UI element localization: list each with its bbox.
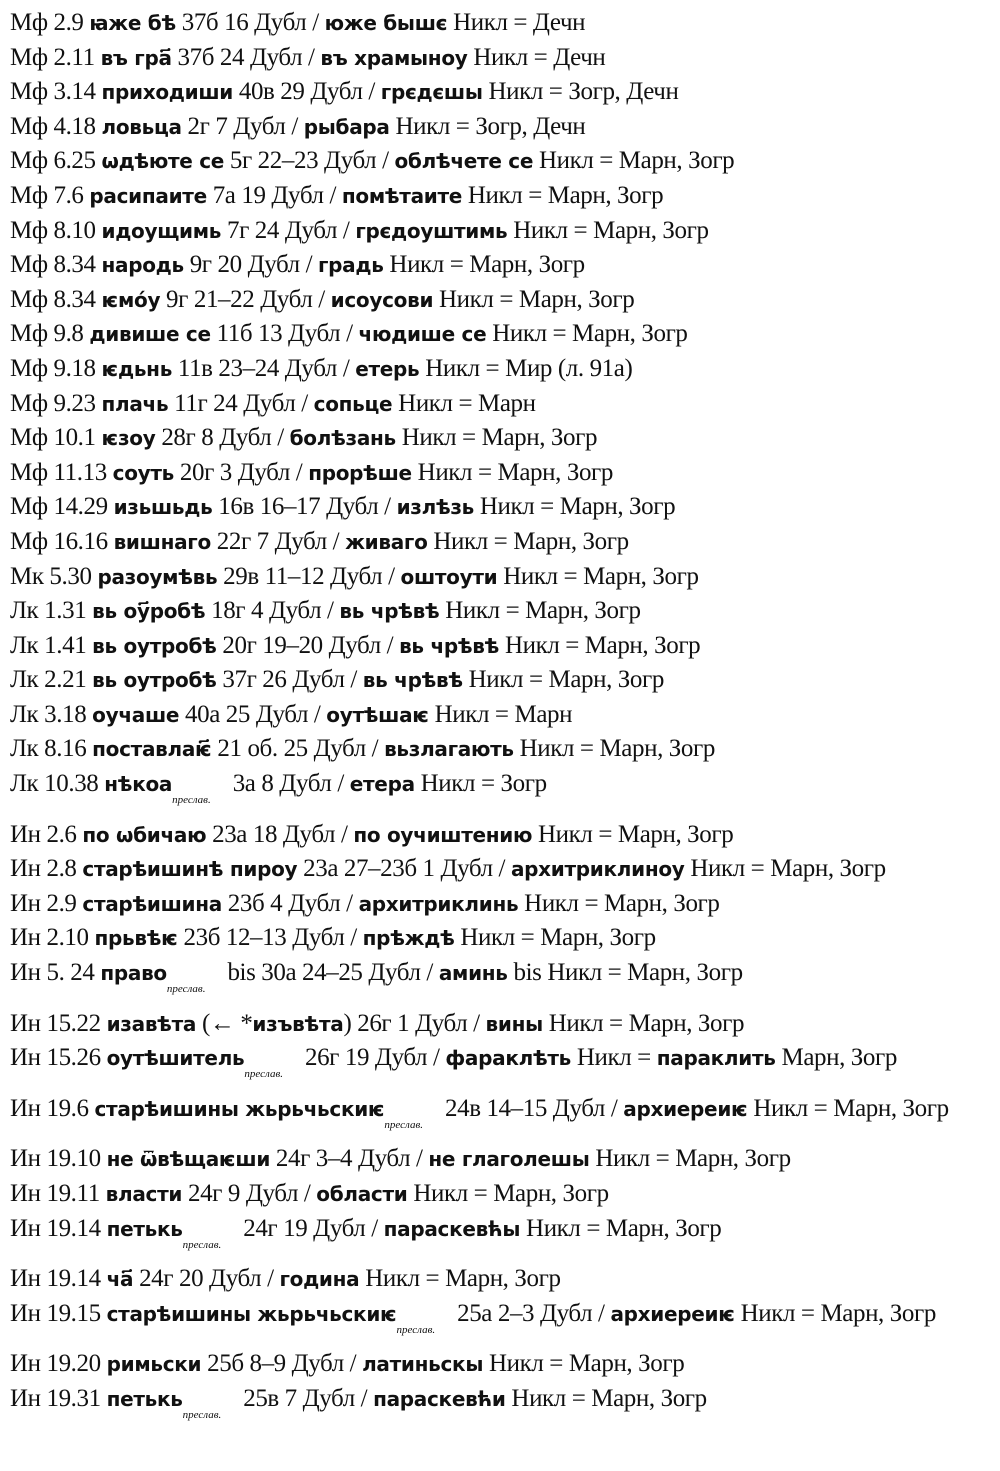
reference-text: Никл = Марн, Зогр	[518, 889, 720, 917]
reference-text: Ин 19.14	[10, 1214, 107, 1242]
slavonic-word: оутѣшитель	[106, 1046, 245, 1071]
slavonic-word: грєдоуштимь	[355, 218, 508, 243]
reading-entry	[10, 1297, 992, 1348]
reference-text: Никл = Дечн	[467, 43, 606, 71]
reference-text: 29в 11–12 Дубл /	[217, 562, 401, 590]
slavonic-word: вь оутробѣ	[92, 633, 217, 658]
reading-entry	[10, 852, 992, 887]
slavonic-word: въ гра҃	[100, 45, 172, 70]
slavonic-word: етерь	[355, 356, 420, 381]
slavonic-word: не ѿвѣщаѥши	[106, 1147, 271, 1172]
reference-text: Лк 10.38	[10, 770, 105, 798]
slavonic-word: оутѣшаѥ	[326, 702, 429, 727]
slavonic-word: вь оутробѣ	[92, 668, 217, 693]
reading-entry	[10, 732, 992, 767]
reference-text: Никл = Зогр	[414, 770, 547, 798]
preslav-subscript: преслав.	[182, 1408, 222, 1421]
reading-entry	[10, 1262, 992, 1297]
slavonic-word: архитриклиноу	[510, 857, 685, 882]
reference-text: 16в 16–17 Дубл /	[212, 493, 397, 521]
reading-entry	[10, 317, 992, 352]
slavonic-word: болѣзань	[289, 426, 396, 451]
slavonic-word: петькь	[106, 1216, 183, 1241]
reference-text: 20г 19–20 Дубл /	[216, 631, 400, 659]
slavonic-word: параскевћы	[383, 1216, 521, 1241]
slavonic-word: изъвѣта	[252, 1011, 344, 1036]
reference-text: 25в 7 Дубл /	[243, 1384, 374, 1412]
slavonic-word: оучаше	[92, 702, 180, 727]
reference-text: 40а 25 Дубл /	[179, 700, 327, 728]
reading-entry	[10, 490, 992, 525]
reference-text: Никл = Марн, Зогр	[747, 1094, 949, 1122]
slavonic-word: разоумѣвь	[97, 564, 218, 589]
reference-text: Никл = Марн, Зогр	[427, 527, 629, 555]
slavonic-word: параскевћи	[373, 1386, 506, 1411]
slavonic-word: старѣишина	[82, 891, 222, 916]
slavonic-word: соуть	[112, 460, 175, 485]
reading-entry	[10, 6, 992, 41]
slavonic-word: прѣждѣ	[362, 926, 455, 951]
reference-text: Никл = Марн, Зогр	[407, 1180, 609, 1207]
slavonic-word: фараклѣть	[445, 1046, 572, 1071]
reference-text: 23б 12–13 Дубл /	[177, 924, 363, 952]
reading-entry	[10, 818, 992, 853]
reference-text: Никл = Марн, Зогр	[483, 1350, 685, 1378]
reading-entry	[10, 352, 992, 387]
reading-entry	[10, 421, 992, 456]
reading-entry	[10, 144, 992, 179]
slavonic-word: по ѡбичаю	[82, 822, 207, 847]
reference-text: 37г 26 Дубл /	[216, 666, 363, 694]
reading-entry	[10, 525, 992, 560]
reading-entry	[10, 1177, 992, 1212]
slavonic-word: по оучиштению	[353, 822, 533, 847]
reference-text: Никл = Марн, Зогр	[383, 251, 585, 279]
slavonic-word: грєдєшы	[380, 80, 483, 105]
reference-text: Никл = Дечн	[447, 9, 586, 36]
slavonic-word: изавѣта	[106, 1011, 197, 1036]
reading-entry	[10, 387, 992, 422]
reference-text: Мк 5.30	[10, 562, 98, 590]
reference-text: 37б 16 Дубл /	[175, 9, 325, 36]
slavonic-word: година	[279, 1267, 360, 1292]
reading-entry	[10, 1347, 992, 1382]
reference-text: bis Никл = Марн, Зогр	[507, 959, 743, 987]
slavonic-word: латиньскы	[362, 1352, 484, 1377]
reference-text: 23а 27–23б 1 Дубл /	[297, 855, 511, 883]
reference-text: Ин 2.8	[10, 855, 83, 883]
slavonic-word: приходиши	[101, 80, 233, 105]
reference-text: 25а 2–3 Дубл /	[457, 1299, 611, 1327]
slavonic-word: въ храмыноу	[320, 45, 468, 70]
reading-entry	[10, 767, 992, 818]
slavonic-word: изьшьдь	[113, 495, 213, 520]
slavonic-word: ꙗже бѣ	[89, 11, 176, 35]
slavonic-word: живаго	[345, 529, 428, 554]
reference-text: ) 26г 1 Дубл /	[343, 1009, 486, 1037]
preslav-subscript: преслав.	[182, 1238, 222, 1251]
preslav-subscript: преслав.	[172, 794, 211, 807]
reference-text: 26г 19 Дубл /	[304, 1044, 446, 1072]
reference-text: Мф 8.34	[10, 285, 102, 313]
slavonic-word: ча҃	[106, 1267, 134, 1292]
reference-text: Ин 19.31	[10, 1384, 107, 1412]
reference-text: 40в 29 Дубл /	[233, 78, 381, 106]
reference-text: Никл = Зогр, Дечн	[389, 112, 586, 140]
slavonic-word: власти	[105, 1182, 183, 1206]
reference-text: Лк 8.16	[10, 735, 93, 763]
slavonic-word: прорѣше	[308, 460, 412, 485]
reading-entry	[10, 1212, 992, 1263]
reference-text: Ин 19.14	[10, 1265, 107, 1293]
preslav-subscript: преслав.	[396, 1323, 436, 1336]
reference-text: Никл = Марн, Зогр	[395, 424, 598, 452]
reference-text: Ин 2.6	[10, 820, 83, 848]
slavonic-word: сопьце	[313, 391, 393, 416]
reading-entry	[10, 560, 992, 595]
reference-text: Ин 5. 24	[10, 959, 101, 987]
reference-text: Никл =	[571, 1044, 657, 1072]
reference-text: Никл = Марн, Зогр	[411, 458, 613, 486]
reference-text: bis 30а 24–25 Дубл /	[227, 959, 439, 987]
preslav-subscript: преслав.	[384, 1118, 423, 1131]
reference-text: 9г 20 Дубл /	[183, 251, 319, 279]
reference-text: (← *	[196, 1009, 253, 1037]
slavonic-word: дивише се	[89, 322, 211, 347]
reference-text: 11в 23–24 Дубл /	[172, 354, 356, 382]
reading-entry	[10, 956, 992, 1007]
slavonic-word: вь чрѣвѣ	[362, 668, 463, 693]
reference-text: Никл = Марн, Зогр	[505, 1384, 707, 1412]
reference-text: 23а 18 Дубл /	[206, 820, 354, 848]
reading-entry	[10, 1007, 992, 1042]
reference-text: Мф 16.16	[10, 527, 114, 555]
reference-text: Лк 1.41	[10, 631, 93, 659]
reference-text: Мф 8.10	[10, 216, 102, 244]
reference-text: 37б 24 Дубл /	[171, 43, 321, 71]
slavonic-word: народь	[101, 253, 184, 278]
slavonic-word: ѡдѣюте се	[101, 149, 225, 174]
reference-text: Никл = Марн	[428, 700, 573, 728]
reference-text: Никл = Марн, Зогр	[474, 493, 676, 521]
reference-text: Ин 2.10	[10, 924, 95, 952]
slavonic-word: юже бышє	[324, 11, 448, 35]
reference-text: Никл = Марн, Зогр	[589, 1145, 791, 1173]
slavonic-word: ѥзоу	[101, 426, 156, 451]
reference-text: Ин 19.6	[10, 1094, 95, 1122]
slavonic-word: не глаголешы	[428, 1147, 590, 1172]
reference-text: Мф 4.18	[10, 112, 102, 140]
reading-entry	[10, 283, 992, 318]
reference-text: Никл = Марн	[392, 389, 536, 417]
slavonic-word: старѣишинѣ пироу	[82, 857, 298, 882]
slavonic-word: старѣишины жьрьчьскиѥ	[94, 1096, 385, 1121]
reference-text: 24г 20 Дубл /	[133, 1265, 280, 1293]
reference-text: Мф 3.14	[10, 78, 102, 106]
reference-text: Мф 6.25	[10, 147, 102, 175]
slavonic-word: расипаите	[89, 183, 207, 208]
slavonic-word: вины	[485, 1011, 543, 1036]
reference-text: Никл = Марн, Зогр	[533, 147, 735, 175]
reference-text: 20г 3 Дубл /	[174, 458, 309, 486]
slavonic-word: вь чрѣвѣ	[399, 633, 500, 658]
reference-text: Никл = Марн, Зогр	[359, 1265, 561, 1293]
reading-entry	[10, 214, 992, 249]
reference-text: Никл = Марн, Зогр	[462, 181, 664, 209]
slavonic-word: етера	[349, 772, 415, 797]
slavonic-word: излѣзь	[396, 495, 475, 520]
slavonic-word: прьвѣѥ	[94, 926, 178, 951]
reference-text: Лк 1.31	[10, 597, 93, 625]
reference-text: Лк 2.21	[10, 666, 93, 694]
preslav-subscript: преслав.	[166, 983, 206, 996]
reference-text: 2г 7 Дубл /	[181, 112, 304, 140]
slavonic-word: вь оу҃робѣ	[92, 599, 206, 624]
slavonic-word: архиереиѥ	[623, 1096, 748, 1121]
reference-text: Мф 10.1	[10, 424, 102, 452]
reference-text: Марн, Зогр	[775, 1044, 897, 1072]
reference-text: Никл = Марн, Зогр	[454, 924, 656, 952]
slavonic-word: архиереиѥ	[610, 1301, 735, 1326]
reading-entry	[10, 698, 992, 733]
reference-text: Никл = Зогр, Дечн	[482, 78, 679, 106]
reference-text: 5г 22–23 Дубл /	[224, 147, 395, 175]
slavonic-word: градь	[318, 253, 384, 278]
reference-text: 24г 9 Дубл /	[182, 1180, 317, 1207]
reference-text: Ин 2.9	[10, 889, 83, 917]
slavonic-word: облѣчете се	[394, 149, 534, 174]
reference-text: Мф 8.34	[10, 251, 102, 279]
slavonic-word: оштоути	[400, 564, 498, 589]
reading-entry	[10, 1142, 992, 1177]
reference-text: Ин 19.20	[10, 1350, 107, 1378]
preslav-subscript: преслав.	[244, 1068, 283, 1081]
reference-text: Мф 9.8	[10, 320, 90, 348]
reference-text: 23б 4 Дубл /	[221, 889, 359, 917]
reference-text: Ин 15.26	[10, 1044, 107, 1072]
reading-entry	[10, 594, 992, 629]
reading-entry	[10, 887, 992, 922]
reference-text: Никл = Марн, Зогр	[684, 855, 886, 883]
reference-text: Никл = Марн, Зогр	[513, 735, 715, 763]
reference-text: Ин 19.10	[10, 1145, 107, 1173]
slavonic-word: петькь	[106, 1386, 183, 1411]
reference-text: 7г 24 Дубл /	[221, 216, 356, 244]
slavonic-word: старѣишины жьрьчьскиѥ	[106, 1301, 397, 1326]
reference-text: 28г 8 Дубл /	[155, 424, 290, 452]
slavonic-word: право	[100, 961, 167, 986]
reference-text: Ин 19.11	[10, 1180, 106, 1207]
reference-text: 3а 8 Дубл /	[232, 770, 350, 798]
slavonic-word: архитриклинь	[358, 891, 519, 916]
reference-text: 9г 21–22 Дубл /	[160, 285, 331, 313]
reading-entry	[10, 663, 992, 698]
reference-text: Мф 7.6	[10, 181, 90, 209]
slavonic-word: плачь	[101, 391, 169, 416]
slavonic-word: римьски	[106, 1352, 202, 1377]
reference-text: Лк 3.18	[10, 700, 93, 728]
reference-text: Никл = Марн, Зогр	[507, 216, 709, 244]
reading-entry	[10, 75, 992, 110]
slavonic-word: ловьца	[101, 114, 182, 139]
slavonic-word: ѥмо́у	[101, 287, 161, 312]
reading-entry	[10, 1382, 992, 1433]
reference-text: 22г 7 Дубл /	[210, 527, 346, 555]
reading-entry	[10, 629, 992, 664]
reference-text: Мф 14.29	[10, 493, 114, 521]
reading-entry	[10, 1041, 992, 1092]
reference-text: Мф 2.11	[10, 43, 101, 71]
reference-text: 11г 24 Дубл /	[168, 389, 314, 417]
reference-text: 24г 3–4 Дубл /	[270, 1145, 429, 1173]
reading-entry	[10, 110, 992, 145]
reference-text: Никл = Марн, Зогр	[486, 320, 688, 348]
slavonic-word: исоусови	[330, 287, 434, 312]
slavonic-word: вишнаго	[113, 529, 211, 554]
reading-entry	[10, 248, 992, 283]
reference-text: Никл = Марн, Зогр	[520, 1214, 722, 1242]
reference-text: Никл = Марн, Зогр	[433, 285, 635, 313]
reference-text: Никл = Марн, Зогр	[499, 631, 701, 659]
reference-text: 24г 19 Дубл /	[243, 1214, 384, 1242]
slavonic-word: рыбара	[303, 114, 390, 139]
reading-entry	[10, 1092, 992, 1143]
reference-text: Ин 19.15	[10, 1299, 107, 1327]
slavonic-word: ѥдьнь	[101, 356, 173, 381]
slavonic-word: аминь	[438, 961, 508, 986]
slavonic-word: нѣкоа	[104, 772, 173, 797]
reference-text: 25б 8–9 Дубл /	[201, 1350, 363, 1378]
reference-text: 21 об. 25 Дубл /	[211, 735, 385, 763]
reference-text: 24в 14–15 Дубл /	[445, 1094, 624, 1122]
slavonic-word: чюдише се	[358, 322, 487, 347]
slavonic-word: вь чрѣвѣ	[339, 599, 440, 624]
reference-text: 18г 4 Дубл /	[205, 597, 340, 625]
reference-text: Мф 2.9	[10, 9, 90, 36]
reference-text: Мф 9.18	[10, 354, 102, 382]
slavonic-word: области	[316, 1182, 408, 1206]
slavonic-word: поставлаѥ҃	[92, 737, 212, 762]
reading-entry	[10, 456, 992, 491]
reference-text: Никл = Марн, Зогр	[497, 562, 699, 590]
reference-text: 11б 13 Дубл /	[210, 320, 359, 348]
reference-text: Никл = Марн, Зогр	[532, 820, 734, 848]
slavonic-word: идоущимь	[101, 218, 222, 243]
reference-text: 7а 19 Дубл /	[206, 181, 342, 209]
slavonic-word: вьзлагають	[384, 737, 514, 762]
reference-text: Никл = Марн, Зогр	[734, 1299, 936, 1327]
reading-entry	[10, 179, 992, 214]
reference-text: Ин 15.22	[10, 1009, 107, 1037]
slavonic-word: помѣтаите	[341, 183, 463, 208]
reference-text: Никл = Марн, Зогр	[439, 597, 641, 625]
reading-entry	[10, 921, 992, 956]
reference-text: Никл = Марн, Зогр	[462, 666, 664, 694]
reference-text: Никл = Марн, Зогр	[542, 1009, 745, 1037]
reference-text: Мф 9.23	[10, 389, 102, 417]
reference-text: Мф 11.13	[10, 458, 113, 486]
slavonic-word: параклить	[656, 1046, 776, 1071]
reading-entry	[10, 41, 992, 76]
reference-text: Никл = Мир (л. 91а)	[419, 354, 633, 382]
